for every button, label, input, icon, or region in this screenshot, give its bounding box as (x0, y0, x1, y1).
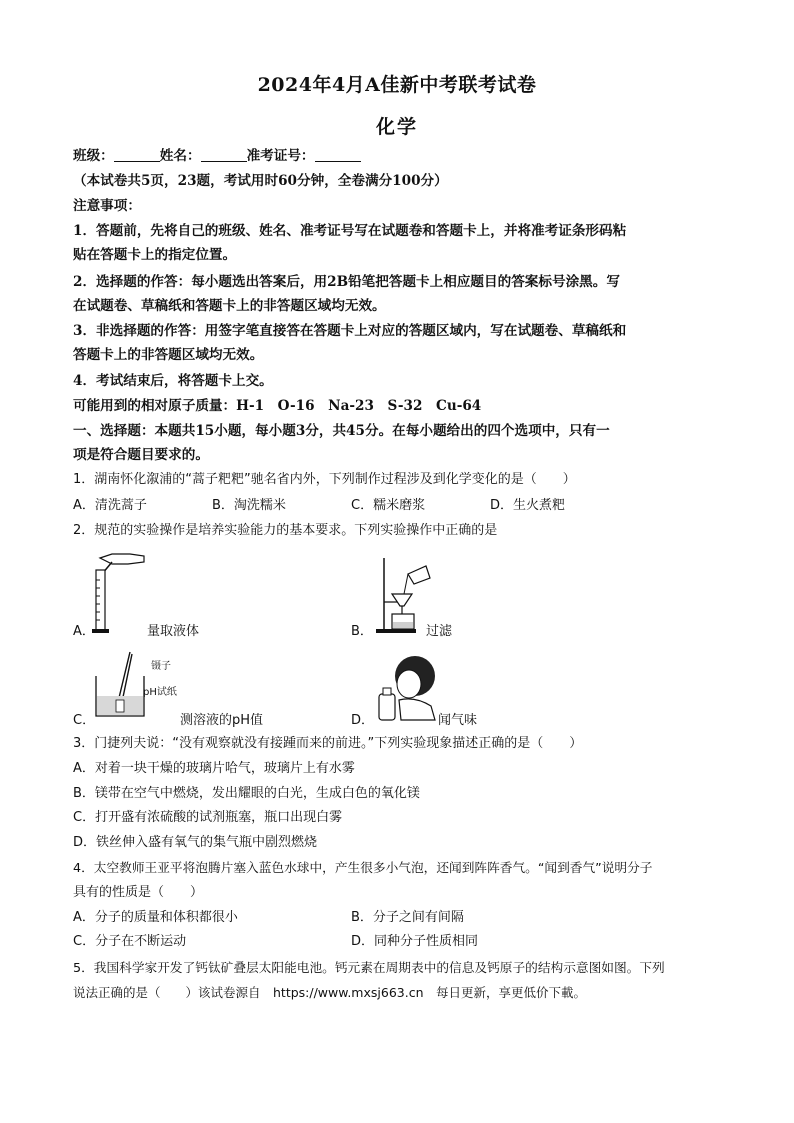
q1-option-d: D．生火煮粑 (490, 498, 566, 513)
notice-heading: 注意事项： (73, 198, 141, 214)
notice-item-4: 4．考试结束后，将答题卡上交。 (73, 373, 273, 389)
q3-option-c: C．打开盛有浓硫酸的试剂瓶塞，瓶口出现白雾 (73, 810, 343, 825)
tweezers-label: 镊子 (151, 661, 171, 672)
q1-stem: 1．湖南怀化溆浦的“蒿子粑粑”驰名省内外，下列制作过程涉及到化学变化的是（ ） (73, 472, 576, 487)
notice-item-3-line2: 答题卡上的非答题区域均无效。 (73, 347, 264, 363)
q2-option-c-letter: C． (73, 713, 96, 728)
q3-option-b: B．镁带在空气中燃烧，发出耀眼的白光，生成白色的氧化镁 (73, 786, 420, 801)
q1-option-b: B．淘洗糯米 (212, 498, 286, 513)
q3-stem: 3．门捷列夫说：“没有观察就没有接踵而来的前进。”下列实验现象描述正确的是（ ） (73, 736, 583, 751)
exam-title: 2024年4月A佳新中考联考试卷 (257, 74, 537, 96)
exam-number-blank (315, 147, 361, 162)
exam-note: （本试卷共5页，23题，考试用时60分钟，全卷满分100分） (73, 173, 448, 189)
exam-number-label: 准考证号： (246, 148, 315, 164)
smelling-figure (375, 654, 439, 722)
q4-stem-line2: 具有的性质是（ ） (73, 885, 204, 900)
notice-item-1-line1: 1．答题前，先将自己的班级、姓名、准考证号写在试题卷和答题卡上，并将准考证条形码粘 (73, 223, 627, 239)
q3-option-d: D．铁丝伸入盛有氧气的集气瓶中剧烈燃烧 (73, 835, 318, 850)
q4-option-b: B．分子之间有间隔 (351, 910, 464, 925)
student-info-line (73, 146, 728, 166)
notice-item-2-line2: 在试题卷、草稿纸和答题卡上的非答题区域均无效。 (73, 298, 386, 314)
name-blank (201, 147, 247, 162)
notice-item-3-line1: 3．非选择题的作答：用签字笔直接答在答题卡上对应的答题区域内，写在试题卷、草稿纸和 (73, 323, 627, 339)
q4-stem-line1: 4．太空教师王亚平将泡腾片塞入蓝色水球中，产生很多小气泡，还闻到阵阵香气。“闻到香气”说明分子 (73, 860, 653, 875)
q5-stem-line1: 5．我国科学家开发了钙钛矿叠层太阳能电池。钙元素在周期表中的信息及钙原子的结构示意图如图。下列 (73, 960, 665, 975)
ph-paper-label: pH试纸 (143, 687, 177, 698)
filtration-figure (372, 552, 432, 636)
q1-option-a: A．清洗蒿子 (73, 498, 147, 513)
q4-option-d: D．同种分子性质相同 (351, 934, 479, 949)
section1-line2: 项是符合题目要求的。 (73, 447, 209, 463)
q2-option-c-caption: 测溶液的pH值 (180, 713, 264, 728)
name-label: 姓名： (159, 148, 201, 164)
q5-stem-line2: 说法正确的是（ ）该试卷源自 https://www.mxsj663.cn 每日更新，享更低价下載。 (73, 985, 586, 1000)
q2-stem: 2．规范的实验操作是培养实验能力的基本要求。下列实验操作中正确的是 (73, 523, 498, 538)
atomic-masses: 可能用到的相对原子质量：H-1 O-16 Na-23 S-32 Cu-64 (73, 398, 482, 414)
section1-line1: 一、选择题：本题共15小题，每小题3分，共45分。在每小题给出的四个选项中，只有一 (73, 423, 610, 439)
q1-option-c: C．糯米磨浆 (351, 498, 426, 513)
q2-option-d-letter: D． (351, 713, 375, 728)
q4-option-c: C．分子在不断运动 (73, 934, 187, 949)
q4-option-a: A．分子的质量和体积都很小 (73, 910, 238, 925)
class-label: 班级： (73, 148, 114, 164)
notice-item-1-line2: 贴在答题卡上的指定位置。 (73, 247, 237, 263)
graduated-cylinder-figure (88, 552, 150, 636)
q2-option-a-caption: 量取液体 (147, 624, 200, 639)
q2-option-b-letter: B． (351, 624, 373, 639)
class-blank (114, 147, 160, 162)
q2-option-d-caption: 闻气味 (438, 713, 478, 728)
notice-item-2-line1: 2．选择题的作答：每小题选出答案后，用2B铅笔把答题卡上相应题目的答案标号涂黑。写 (73, 274, 620, 290)
q2-option-b-caption: 过滤 (426, 624, 453, 639)
q2-option-a-letter: A． (73, 624, 95, 639)
q3-option-a: A．对着一块干燥的玻璃片哈气，玻璃片上有水雾 (73, 761, 355, 776)
subject-title: 化学 (375, 116, 418, 138)
